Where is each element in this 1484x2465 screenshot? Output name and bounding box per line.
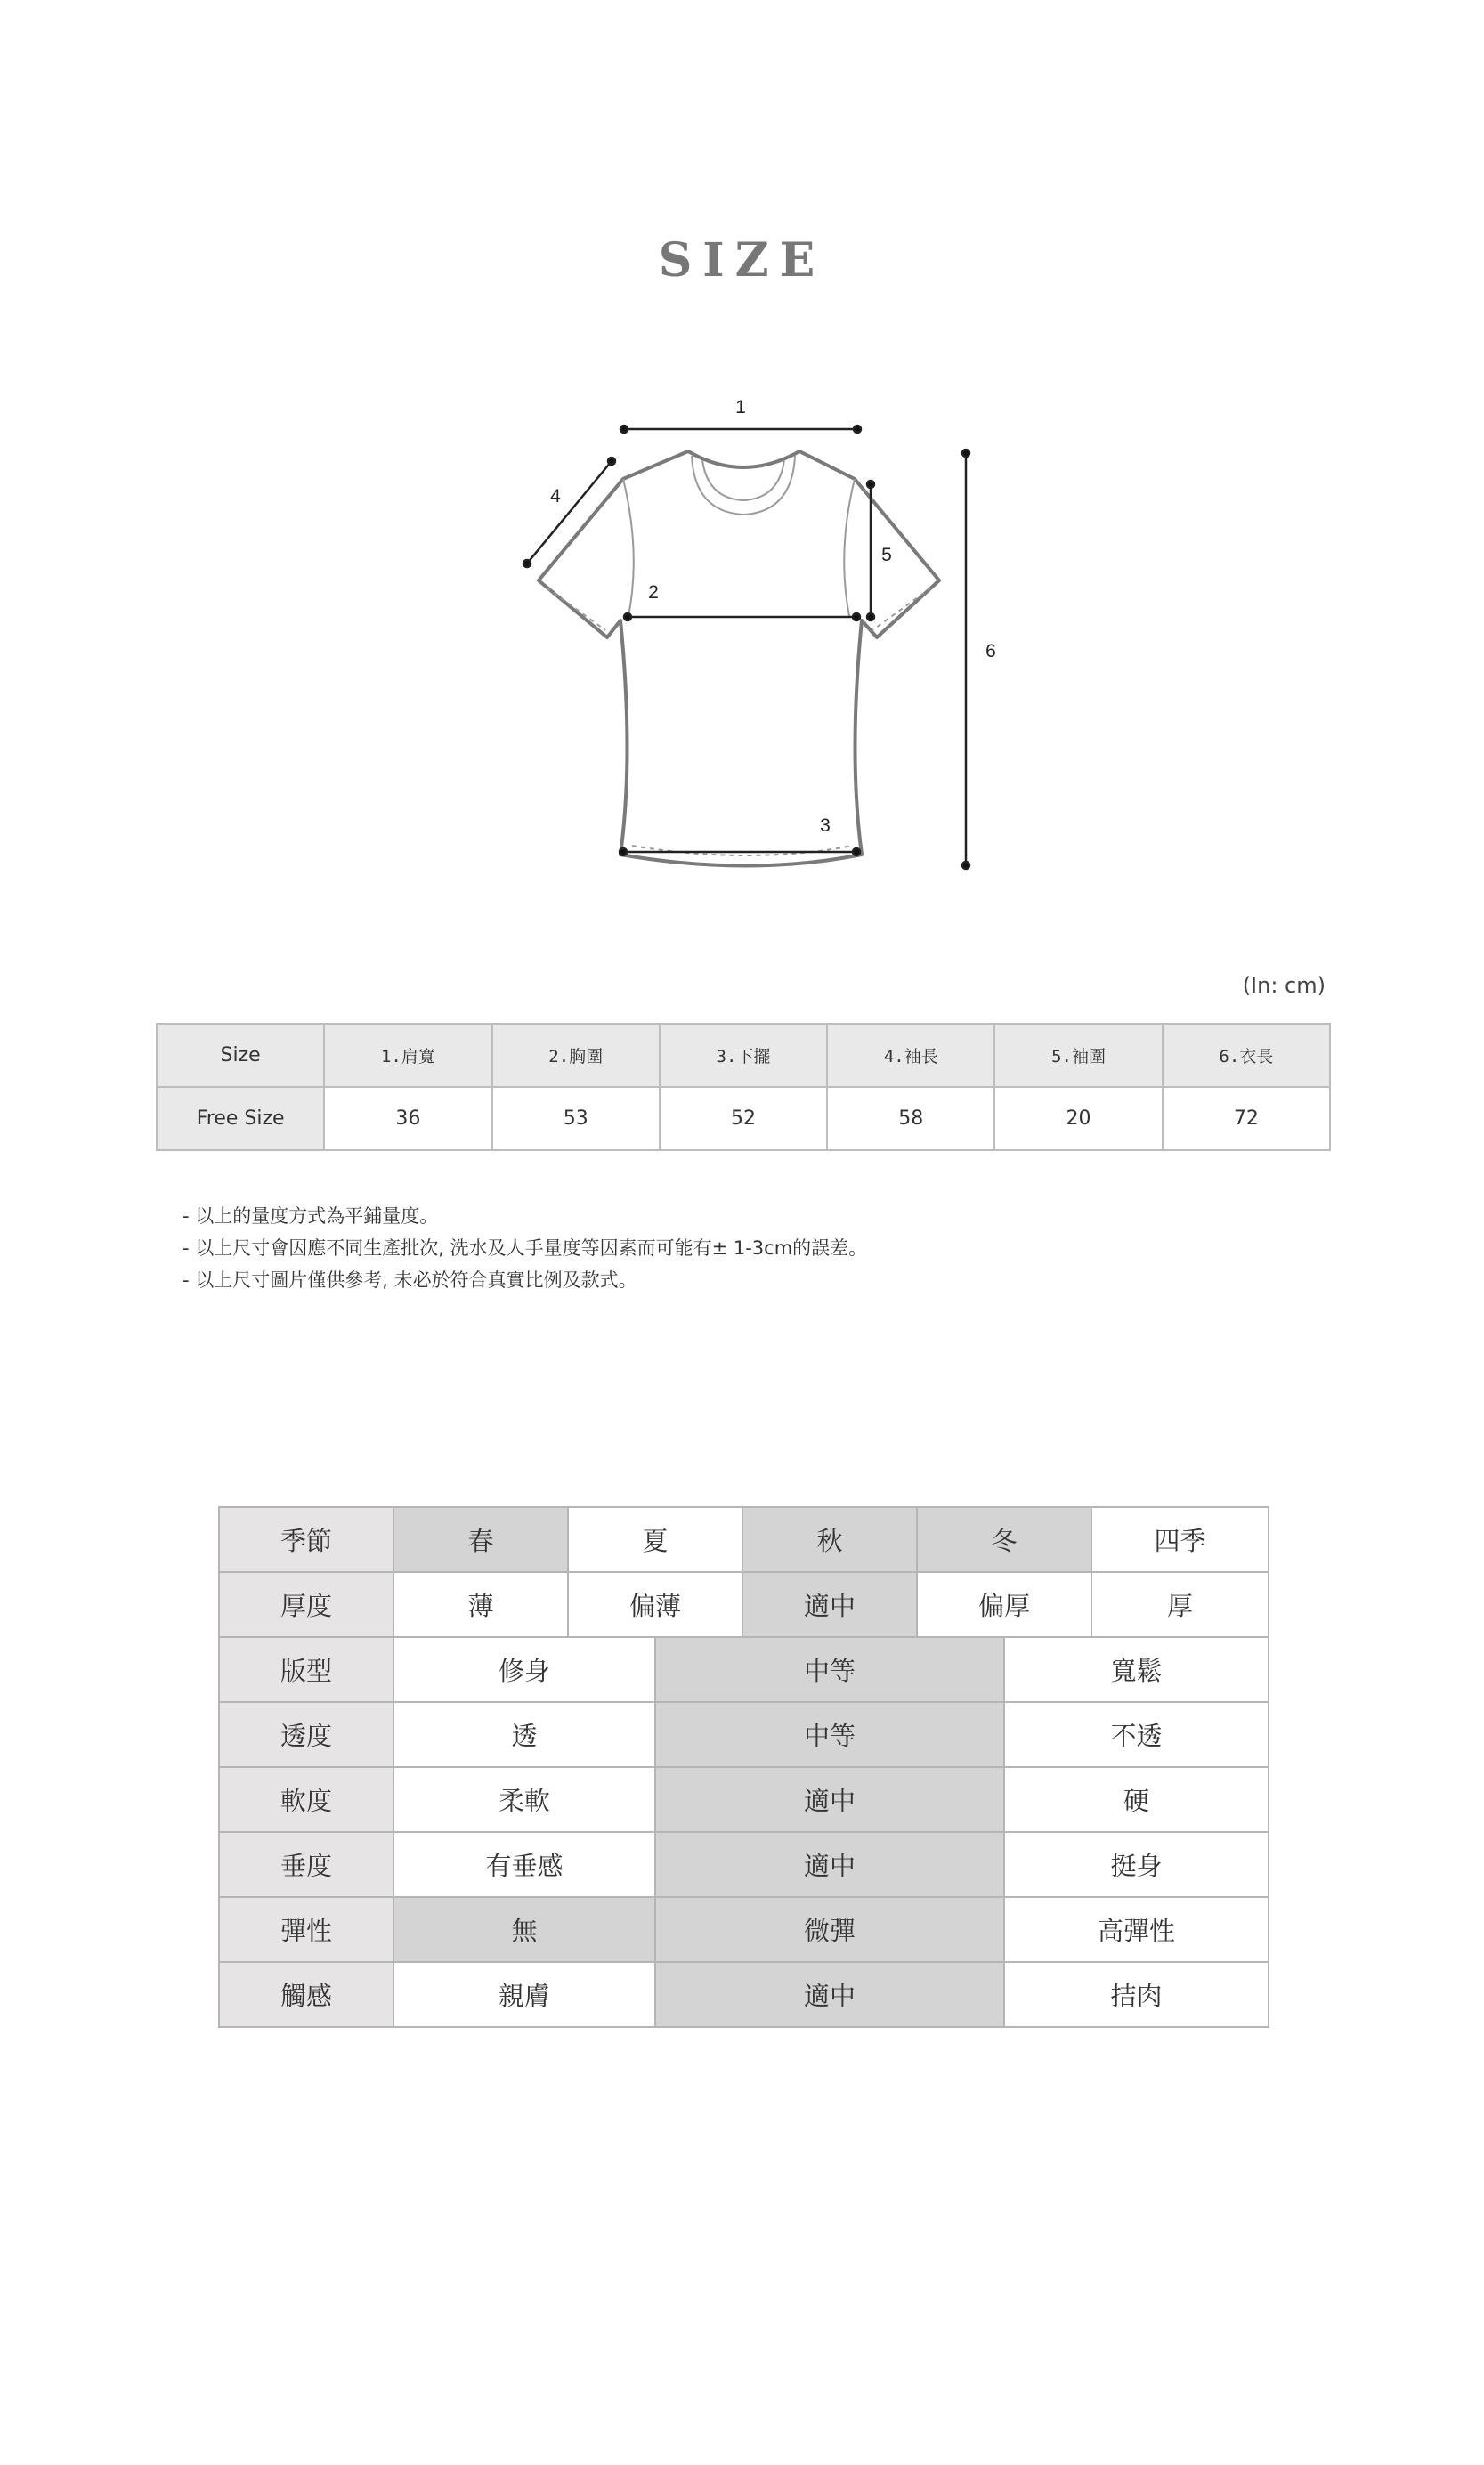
property-label: 厚度	[219, 1572, 393, 1637]
property-option: 透	[393, 1702, 655, 1767]
size-value-cell: 20	[994, 1087, 1162, 1150]
size-header-cell: 2.胸圍	[492, 1024, 660, 1087]
tshirt-measurement-diagram	[0, 0, 1484, 935]
property-option-selected: 適中	[655, 1962, 1004, 2027]
property-option: 修身	[393, 1637, 655, 1702]
property-option-selected: 秋	[742, 1507, 917, 1572]
property-option-selected: 中等	[655, 1637, 1004, 1702]
property-option-selected: 微彈	[655, 1897, 1004, 1962]
property-option-selected: 冬	[917, 1507, 1091, 1572]
note-line: - 以上尺寸圖片僅供參考, 未必於符合真實比例及款式。	[182, 1269, 637, 1291]
note-line: - 以上尺寸會因應不同生產批次, 洗水及人手量度等因素而可能有± 1-3cm的誤差。	[182, 1237, 868, 1259]
note-line: - 以上的量度方式為平鋪量度。	[182, 1205, 439, 1227]
property-option: 寬鬆	[1004, 1637, 1269, 1702]
size-row-label: Free Size	[157, 1087, 324, 1150]
property-label: 觸感	[219, 1962, 393, 2027]
size-header-cell: Size	[157, 1024, 324, 1087]
unit-label: (In: cm)	[1242, 973, 1326, 998]
size-value-cell: 72	[1163, 1087, 1330, 1150]
size-header-cell: 6.衣長	[1163, 1024, 1330, 1087]
property-option: 偏薄	[568, 1572, 742, 1637]
property-option: 有垂感	[393, 1832, 655, 1897]
size-value-cell: 52	[660, 1087, 827, 1150]
property-label: 季節	[219, 1507, 393, 1572]
marker-2: 2	[648, 582, 659, 603]
property-row-fit	[219, 1637, 1269, 1702]
marker-1: 1	[735, 397, 746, 418]
size-header-cell: 1.肩寬	[324, 1024, 491, 1087]
marker-5: 5	[881, 545, 892, 565]
measurement-lines	[523, 426, 969, 869]
property-row-thickness	[219, 1572, 1269, 1637]
property-option-selected: 春	[393, 1507, 568, 1572]
size-header-cell: 5.袖圍	[994, 1024, 1162, 1087]
property-option: 親膚	[393, 1962, 655, 2027]
property-row-elasticity	[219, 1897, 1269, 1962]
size-table	[156, 1023, 1331, 1151]
property-option: 不透	[1004, 1702, 1269, 1767]
size-value-cell: 58	[827, 1087, 994, 1150]
tshirt-details	[547, 456, 931, 855]
size-value-cell: 53	[492, 1087, 660, 1150]
property-label: 彈性	[219, 1897, 393, 1962]
property-row-transparency	[219, 1702, 1269, 1767]
property-label: 版型	[219, 1637, 393, 1702]
measurement-notes	[182, 1200, 867, 1296]
property-option: 高彈性	[1004, 1897, 1269, 1962]
marker-6: 6	[985, 641, 996, 661]
marker-4: 4	[550, 486, 561, 507]
property-option: 厚	[1091, 1572, 1269, 1637]
property-label: 垂度	[219, 1832, 393, 1897]
property-option-selected: 中等	[655, 1702, 1004, 1767]
property-option: 硬	[1004, 1767, 1269, 1832]
property-label: 透度	[219, 1702, 393, 1767]
size-header-cell: 4.袖長	[827, 1024, 994, 1087]
marker-3: 3	[820, 815, 831, 836]
property-row-season	[219, 1507, 1269, 1572]
property-option: 偏厚	[917, 1572, 1091, 1637]
page-title: SIZE	[658, 233, 826, 288]
property-option: 夏	[568, 1507, 742, 1572]
property-option: 拮肉	[1004, 1962, 1269, 2027]
size-value-cell: 36	[324, 1087, 491, 1150]
property-option-selected: 適中	[655, 1767, 1004, 1832]
fabric-properties-table	[218, 1506, 1269, 2028]
size-table-header-row	[157, 1024, 1330, 1087]
property-row-feel	[219, 1962, 1269, 2027]
size-header-cell: 3.下擺	[660, 1024, 827, 1087]
property-label: 軟度	[219, 1767, 393, 1832]
property-option: 挺身	[1004, 1832, 1269, 1897]
property-row-softness	[219, 1767, 1269, 1832]
property-option-selected: 無	[393, 1897, 655, 1962]
property-option-selected: 適中	[655, 1832, 1004, 1897]
property-option: 柔軟	[393, 1767, 655, 1832]
size-table-row	[157, 1087, 1330, 1150]
property-option-selected: 適中	[742, 1572, 917, 1637]
property-option: 薄	[393, 1572, 568, 1637]
property-option: 四季	[1091, 1507, 1269, 1572]
property-row-drape	[219, 1832, 1269, 1897]
